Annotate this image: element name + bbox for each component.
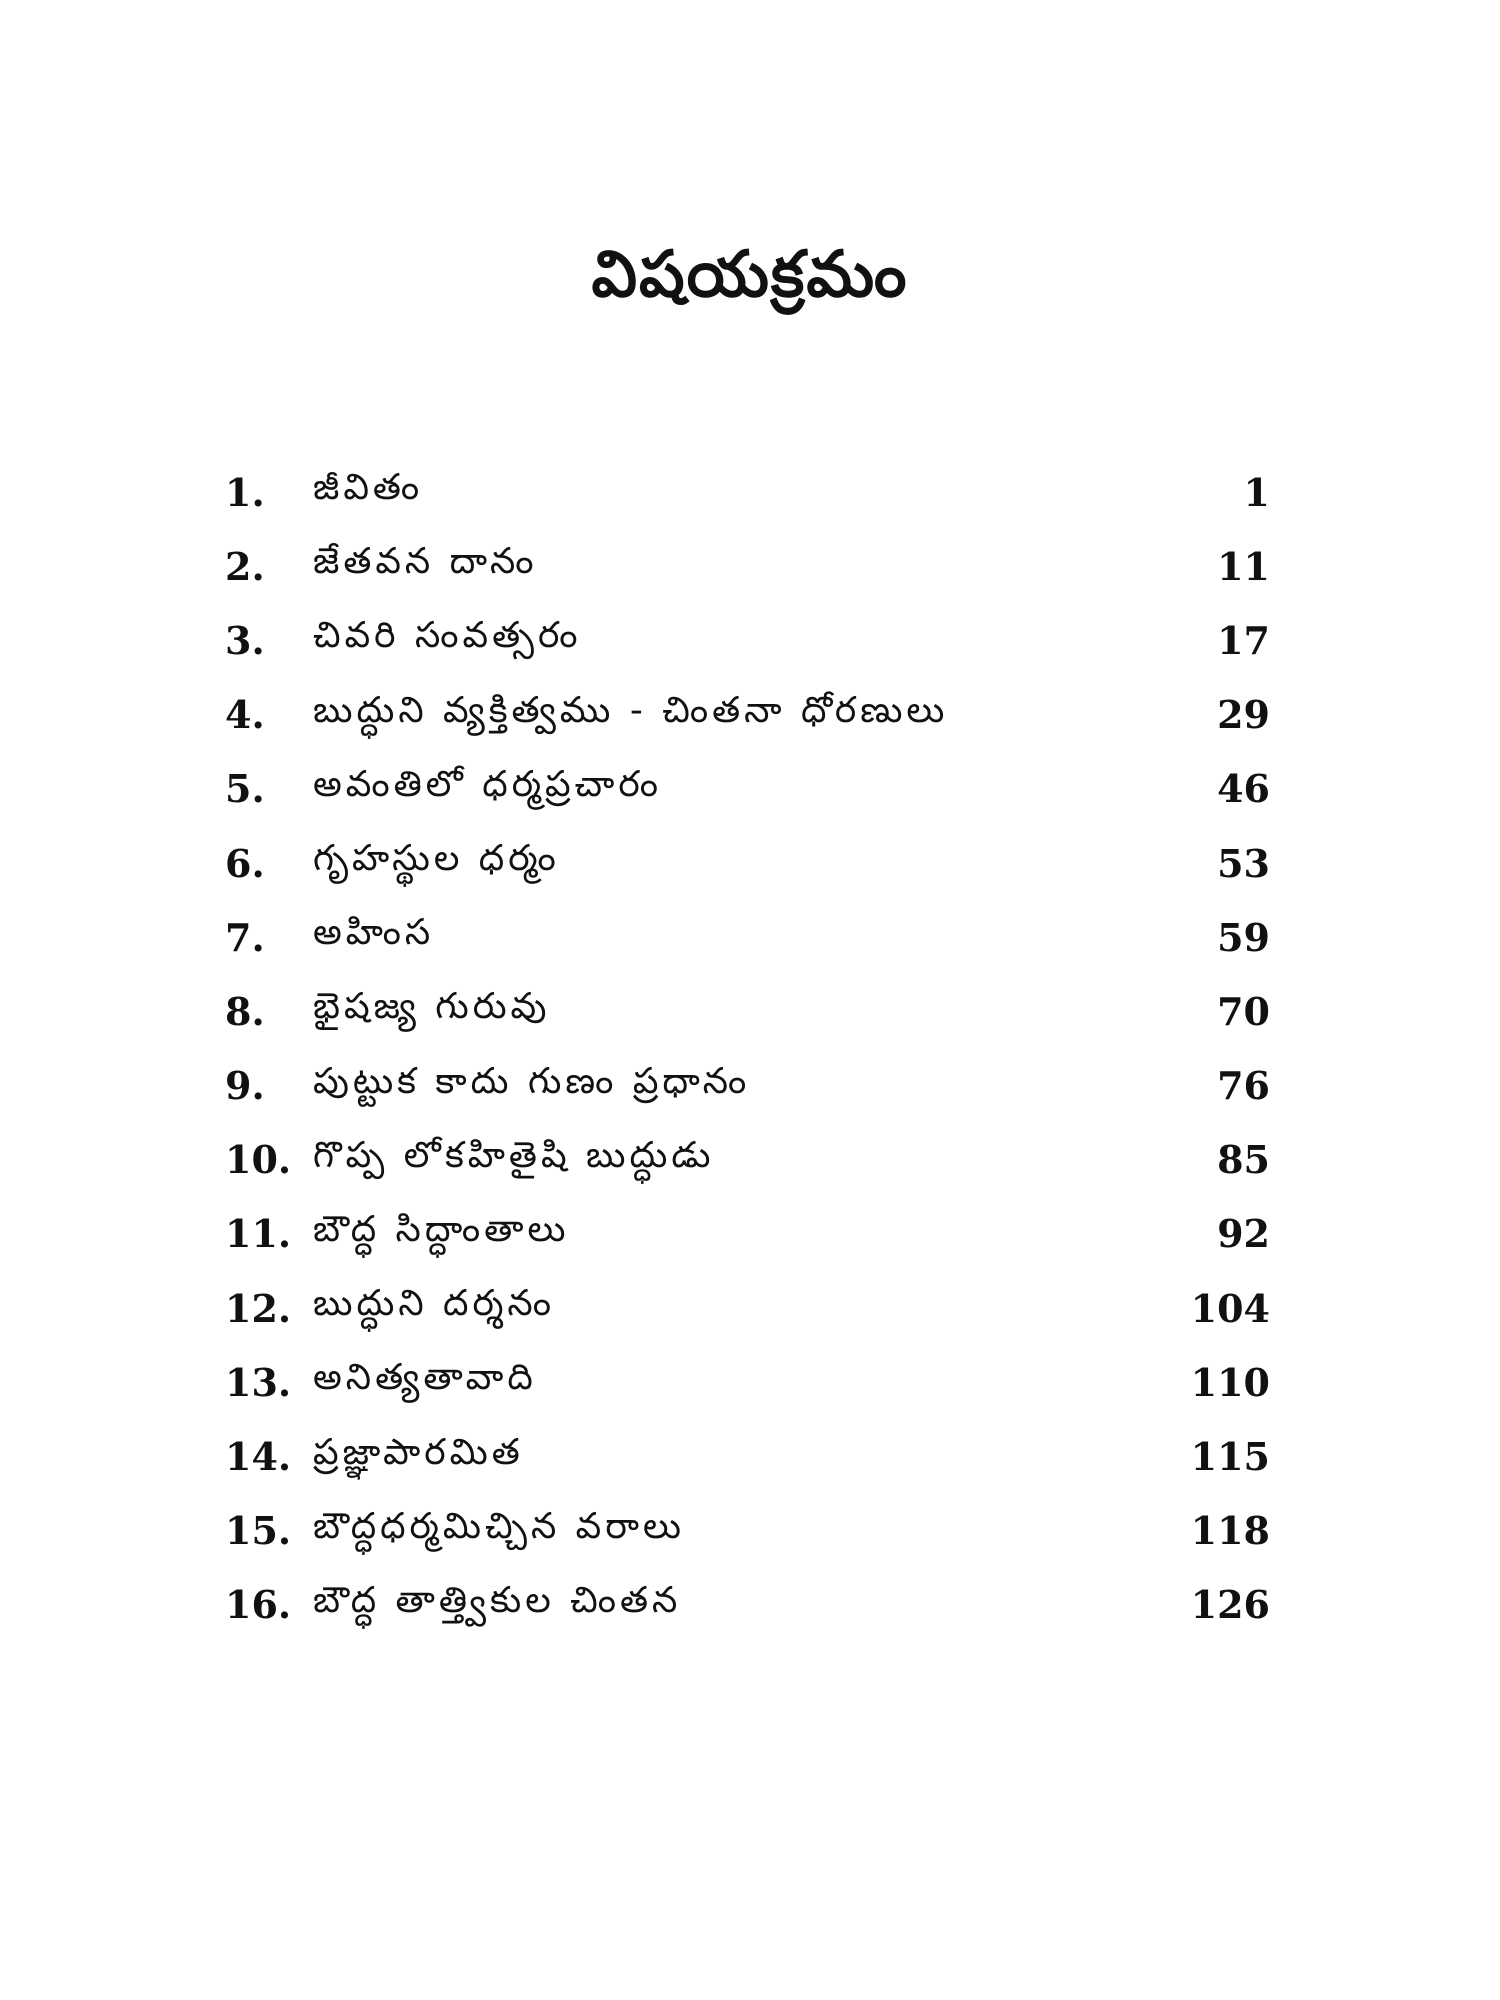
toc-page-number: 59 — [1217, 914, 1270, 960]
toc-page-number: 1 — [1243, 469, 1270, 515]
toc-chapter-title: గొప్ప లోకహితైషి బుద్ధుడు — [313, 1134, 715, 1176]
toc-row — [225, 1049, 1270, 1123]
toc-number: 10. — [225, 1137, 292, 1183]
toc-page-number: 29 — [1217, 692, 1270, 738]
toc-row — [225, 1345, 1270, 1419]
toc-page-number: 70 — [1217, 988, 1270, 1034]
table-of-contents — [225, 455, 1270, 1642]
toc-page-number: 76 — [1217, 1063, 1270, 1109]
toc-page-number: 110 — [1190, 1359, 1270, 1405]
toc-number: 5. — [225, 766, 265, 812]
toc-page-number: 85 — [1217, 1137, 1270, 1183]
toc-page-number: 46 — [1217, 766, 1270, 812]
toc-row — [225, 603, 1270, 677]
toc-number: 14. — [225, 1434, 292, 1480]
toc-chapter-title: అవంతిలో ధర్మప్రచారం — [313, 763, 662, 805]
toc-chapter-title: జేతవన దానం — [313, 541, 538, 583]
toc-number: 1. — [225, 469, 265, 515]
toc-chapter-title: బుద్ధుని వ్యక్తిత్వము - చింతనా ధోరణులు — [313, 689, 949, 731]
toc-page-number: 92 — [1217, 1211, 1270, 1257]
toc-row — [225, 1271, 1270, 1345]
toc-chapter-title: బౌద్ధ సిద్ధాంతాలు — [313, 1208, 570, 1250]
toc-page-number: 53 — [1217, 840, 1270, 886]
toc-row — [225, 900, 1270, 974]
toc-number: 7. — [225, 914, 265, 960]
toc-chapter-title: అనిత్యతావాది — [313, 1357, 537, 1399]
toc-number: 4. — [225, 692, 265, 738]
toc-page-number: 104 — [1190, 1285, 1270, 1331]
toc-chapter-title: ప్రజ్ఞాపారమిత — [313, 1431, 524, 1473]
toc-row — [225, 974, 1270, 1048]
toc-page-number: 11 — [1217, 543, 1270, 589]
toc-row — [225, 1419, 1270, 1493]
page-title: విషయక్రమం — [591, 238, 909, 312]
toc-number: 13. — [225, 1359, 292, 1405]
toc-chapter-title: జీవితం — [313, 467, 424, 509]
toc-row — [225, 826, 1270, 900]
toc-number: 2. — [225, 543, 265, 589]
toc-number: 11. — [225, 1211, 292, 1257]
toc-chapter-title: గృహస్థుల ధర్మం — [313, 838, 560, 880]
toc-number: 12. — [225, 1285, 292, 1331]
toc-row — [225, 455, 1270, 529]
toc-row — [225, 529, 1270, 603]
toc-page-number: 118 — [1190, 1508, 1270, 1554]
toc-page-number: 115 — [1190, 1434, 1270, 1480]
toc-chapter-title: భైషజ్య గురువు — [313, 986, 551, 1028]
toc-row — [225, 1568, 1270, 1642]
toc-number: 16. — [225, 1582, 292, 1628]
toc-row — [225, 1494, 1270, 1568]
toc-number: 15. — [225, 1508, 292, 1554]
toc-chapter-title: బౌద్ధధర్మమిచ్చిన వరాలు — [313, 1505, 685, 1547]
toc-chapter-title: బౌద్ధ తాత్త్వికుల చింతన — [313, 1579, 682, 1621]
toc-number: 3. — [225, 617, 265, 663]
toc-number: 9. — [225, 1063, 265, 1109]
toc-page-number: 17 — [1217, 617, 1270, 663]
toc-row — [225, 752, 1270, 826]
toc-page-number: 126 — [1190, 1582, 1270, 1628]
toc-chapter-title: చివరి సంవత్సరం — [313, 615, 582, 657]
toc-chapter-title: పుట్టుక కాదు గుణం ప్రధానం — [313, 1060, 751, 1102]
toc-number: 8. — [225, 988, 265, 1034]
toc-chapter-title: బుద్ధుని దర్శనం — [313, 1283, 555, 1325]
toc-row — [225, 678, 1270, 752]
toc-number: 6. — [225, 840, 265, 886]
toc-row — [225, 1123, 1270, 1197]
toc-row — [225, 1197, 1270, 1271]
toc-chapter-title: అహింస — [313, 912, 435, 954]
